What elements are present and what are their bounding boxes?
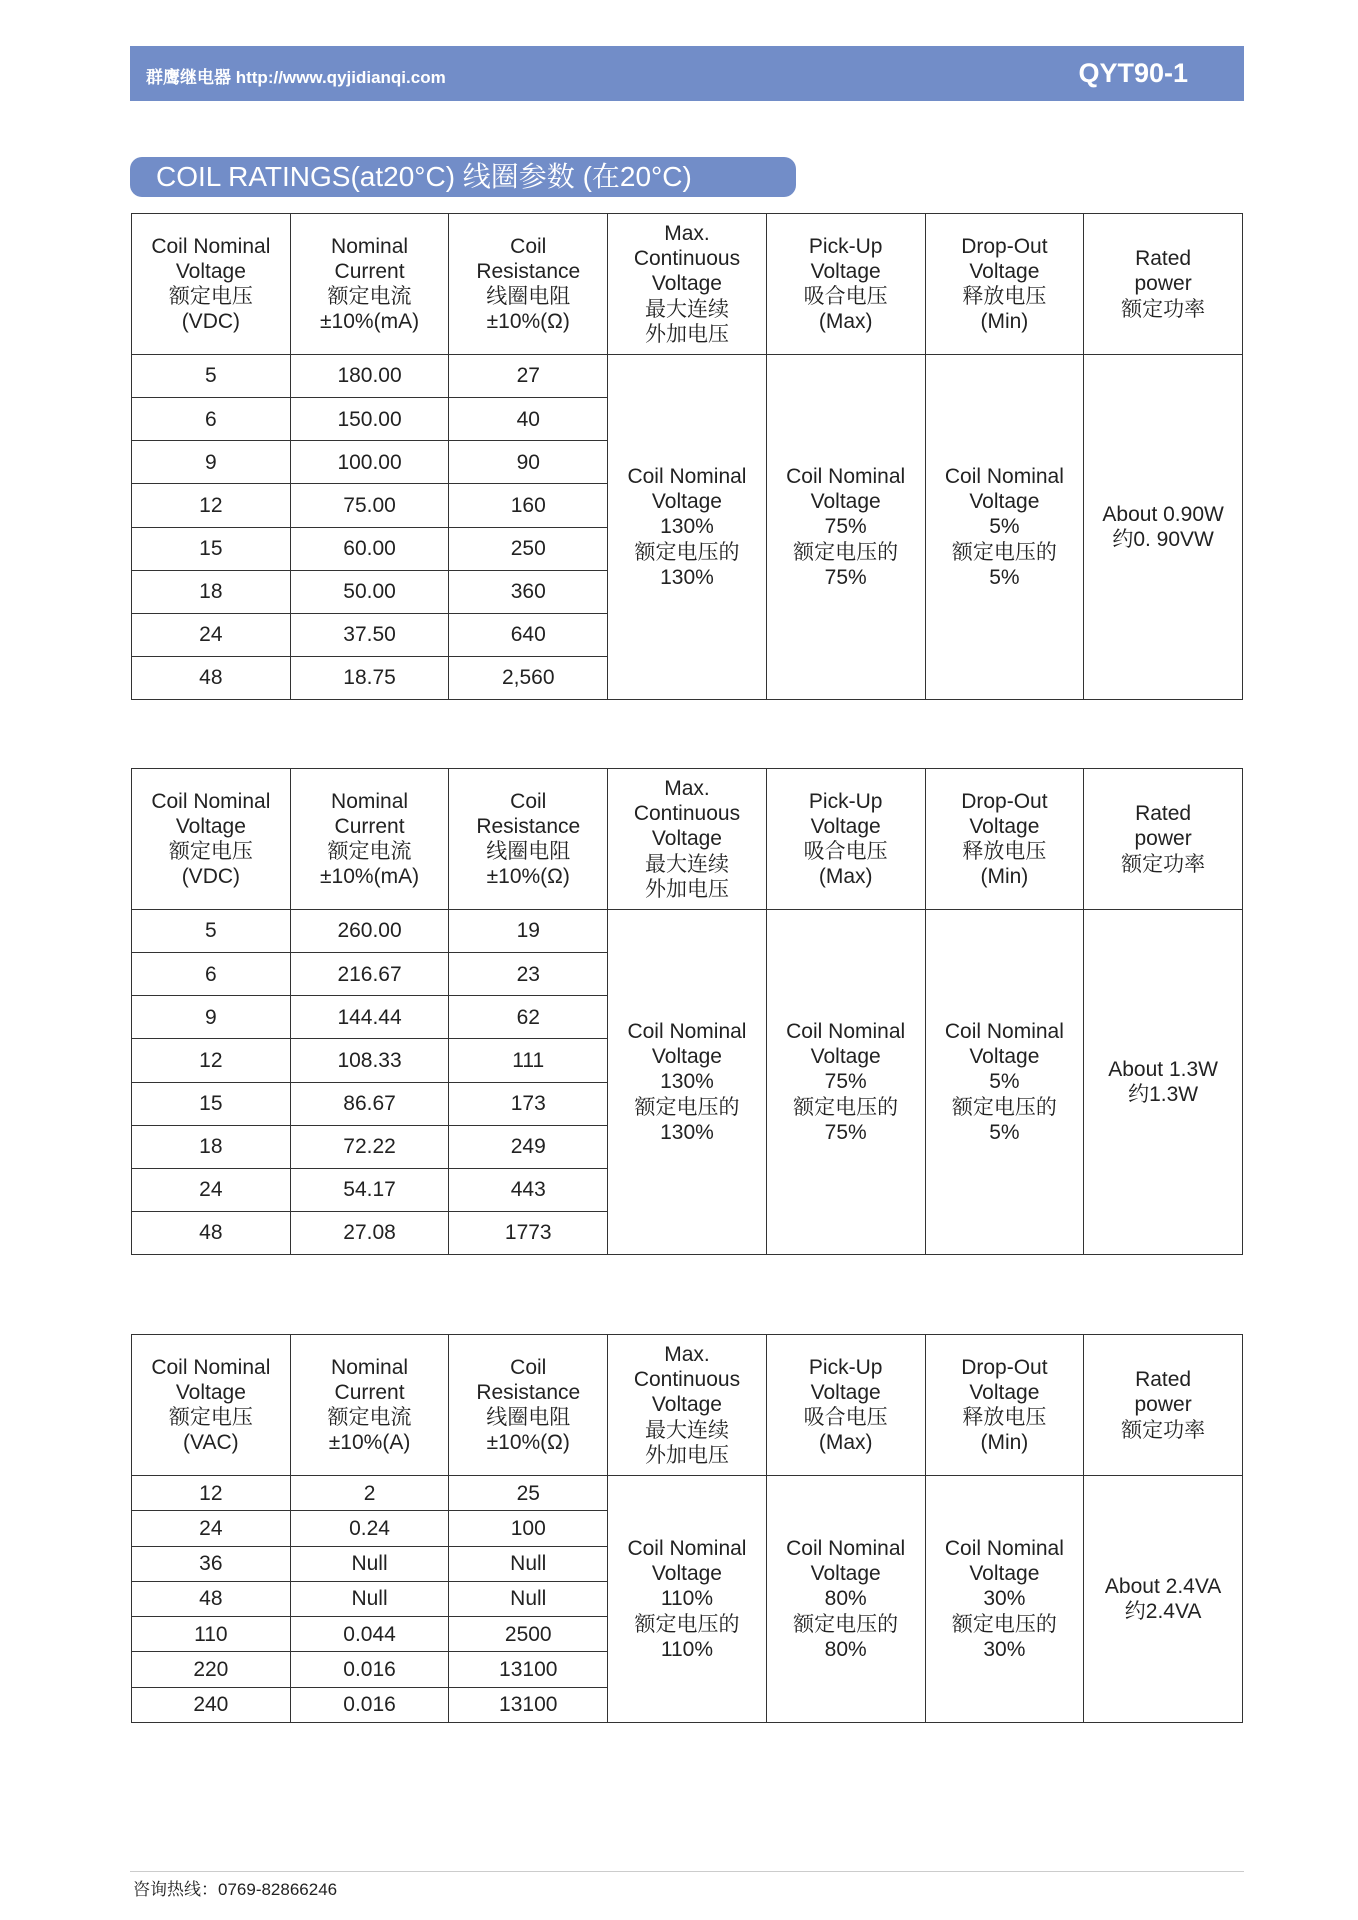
table-cell: 9 xyxy=(132,996,291,1039)
table-cell: 36 xyxy=(132,1546,291,1581)
table-cell: 24 xyxy=(132,613,291,656)
table-cell: 24 xyxy=(132,1168,291,1211)
coil-ratings-table-dc-2 xyxy=(131,768,1243,1255)
column-header: Pick-Up Voltage 吸合电压 (Max) xyxy=(766,1335,925,1476)
column-header: Max. Continuous Voltage 最大连续 外加电压 xyxy=(608,1335,767,1476)
table-cell: 12 xyxy=(132,484,291,527)
column-header: Coil Resistance 线圈电阻 ±10%(Ω) xyxy=(449,1335,608,1476)
column-header: Nominal Current 额定电流 ±10%(A) xyxy=(290,1335,449,1476)
column-header: Nominal Current 额定电流 ±10%(mA) xyxy=(290,214,449,355)
section-title: COIL RATINGS(at20°C) 线圈参数 (在20°C) xyxy=(130,157,796,197)
merged-cell: Coil Nominal Voltage 75% 额定电压的 75% xyxy=(766,910,925,1255)
table-cell: 220 xyxy=(132,1652,291,1687)
table-cell: 180.00 xyxy=(290,355,449,398)
table-cell: 18 xyxy=(132,1125,291,1168)
column-header: Drop-Out Voltage 释放电压 (Min) xyxy=(925,1335,1084,1476)
table-cell: 18.75 xyxy=(290,656,449,699)
table-cell: 0.016 xyxy=(290,1687,449,1722)
table-cell: 13100 xyxy=(449,1687,608,1722)
table-cell: 443 xyxy=(449,1168,608,1211)
column-header: Coil Nominal Voltage 额定电压 (VDC) xyxy=(132,214,291,355)
merged-cell: Coil Nominal Voltage 110% 额定电压的 110% xyxy=(608,1476,767,1723)
table-cell: 40 xyxy=(449,398,608,441)
table-cell: 62 xyxy=(449,996,608,1039)
column-header: Pick-Up Voltage 吸合电压 (Max) xyxy=(766,214,925,355)
table-cell: 90 xyxy=(449,441,608,484)
table-cell: 48 xyxy=(132,1581,291,1616)
table-cell: 60.00 xyxy=(290,527,449,570)
table-cell: Null xyxy=(290,1546,449,1581)
table-cell: 75.00 xyxy=(290,484,449,527)
table-cell: 37.50 xyxy=(290,613,449,656)
table-row xyxy=(132,1476,1243,1511)
table-cell: 216.67 xyxy=(290,953,449,996)
merged-cell: About 2.4VA 约2.4VA xyxy=(1084,1476,1243,1723)
table-cell: 54.17 xyxy=(290,1168,449,1211)
table-cell: 86.67 xyxy=(290,1082,449,1125)
column-header: Rated power 额定功率 xyxy=(1084,214,1243,355)
table-cell: 360 xyxy=(449,570,608,613)
table-cell: Null xyxy=(449,1546,608,1581)
table-cell: 15 xyxy=(132,1082,291,1125)
model-number: QYT90-1 xyxy=(1078,58,1188,88)
merged-cell: About 1.3W 约1.3W xyxy=(1084,910,1243,1255)
merged-cell: Coil Nominal Voltage 75% 额定电压的 75% xyxy=(766,355,925,700)
merged-cell: Coil Nominal Voltage 130% 额定电压的 130% xyxy=(608,355,767,700)
table-cell: 23 xyxy=(449,953,608,996)
footer-divider xyxy=(130,1871,1244,1872)
table-cell: Null xyxy=(290,1581,449,1616)
table-cell: 25 xyxy=(449,1476,608,1511)
table-cell: 240 xyxy=(132,1687,291,1722)
table-cell: 0.044 xyxy=(290,1617,449,1652)
merged-cell: Coil Nominal Voltage 30% 额定电压的 30% xyxy=(925,1476,1084,1723)
table-cell: 50.00 xyxy=(290,570,449,613)
table-cell: 173 xyxy=(449,1082,608,1125)
column-header: Coil Resistance 线圈电阻 ±10%(Ω) xyxy=(449,214,608,355)
brand-url: 群鹰继电器 http://www.qyjidianqi.com xyxy=(146,68,446,87)
table-cell: 2 xyxy=(290,1476,449,1511)
table-cell: 12 xyxy=(132,1476,291,1511)
table-cell: 100 xyxy=(449,1511,608,1546)
table-cell: 5 xyxy=(132,910,291,953)
header-row xyxy=(132,214,1243,355)
column-header: Coil Nominal Voltage 额定电压 (VAC) xyxy=(132,1335,291,1476)
column-header: Drop-Out Voltage 释放电压 (Min) xyxy=(925,214,1084,355)
table-cell: 12 xyxy=(132,1039,291,1082)
table-cell: 6 xyxy=(132,953,291,996)
table-cell: 108.33 xyxy=(290,1039,449,1082)
table-cell: 0.24 xyxy=(290,1511,449,1546)
column-header: Rated power 额定功率 xyxy=(1084,769,1243,910)
merged-cell: Coil Nominal Voltage 130% 额定电压的 130% xyxy=(608,910,767,1255)
table-cell: 1773 xyxy=(449,1211,608,1254)
table-cell: 6 xyxy=(132,398,291,441)
table-row xyxy=(132,355,1243,398)
merged-cell: Coil Nominal Voltage 80% 额定电压的 80% xyxy=(766,1476,925,1723)
coil-ratings-table-ac xyxy=(131,1334,1243,1723)
column-header: Drop-Out Voltage 释放电压 (Min) xyxy=(925,769,1084,910)
table-cell: 640 xyxy=(449,613,608,656)
column-header: Pick-Up Voltage 吸合电压 (Max) xyxy=(766,769,925,910)
table-cell: 19 xyxy=(449,910,608,953)
header-row xyxy=(132,769,1243,910)
table-cell: 0.016 xyxy=(290,1652,449,1687)
hotline: 咨询热线：0769-82866246 xyxy=(133,1880,338,1899)
column-header: Coil Resistance 线圈电阻 ±10%(Ω) xyxy=(449,769,608,910)
table-cell: Null xyxy=(449,1581,608,1616)
table-cell: 144.44 xyxy=(290,996,449,1039)
table-cell: 249 xyxy=(449,1125,608,1168)
merged-cell: About 0.90W 约0. 90VW xyxy=(1084,355,1243,700)
table-cell: 18 xyxy=(132,570,291,613)
column-header: Coil Nominal Voltage 额定电压 (VDC) xyxy=(132,769,291,910)
table-cell: 24 xyxy=(132,1511,291,1546)
table-cell: 2500 xyxy=(449,1617,608,1652)
column-header: Nominal Current 额定电流 ±10%(mA) xyxy=(290,769,449,910)
table-cell: 160 xyxy=(449,484,608,527)
table-cell: 27 xyxy=(449,355,608,398)
table-cell: 15 xyxy=(132,527,291,570)
column-header: Rated power 额定功率 xyxy=(1084,1335,1243,1476)
table-cell: 250 xyxy=(449,527,608,570)
header-row xyxy=(132,1335,1243,1476)
column-header: Max. Continuous Voltage 最大连续 外加电压 xyxy=(608,769,767,910)
merged-cell: Coil Nominal Voltage 5% 额定电压的 5% xyxy=(925,355,1084,700)
table-cell: 9 xyxy=(132,441,291,484)
table-cell: 72.22 xyxy=(290,1125,449,1168)
table-cell: 2,560 xyxy=(449,656,608,699)
table-cell: 110 xyxy=(132,1617,291,1652)
table-cell: 48 xyxy=(132,1211,291,1254)
header-bar xyxy=(130,46,1244,101)
coil-ratings-table-dc-1 xyxy=(131,213,1243,700)
table-cell: 150.00 xyxy=(290,398,449,441)
table-cell: 27.08 xyxy=(290,1211,449,1254)
table-cell: 100.00 xyxy=(290,441,449,484)
merged-cell: Coil Nominal Voltage 5% 额定电压的 5% xyxy=(925,910,1084,1255)
table-cell: 5 xyxy=(132,355,291,398)
table-cell: 260.00 xyxy=(290,910,449,953)
table-cell: 111 xyxy=(449,1039,608,1082)
table-cell: 13100 xyxy=(449,1652,608,1687)
table-row xyxy=(132,910,1243,953)
column-header: Max. Continuous Voltage 最大连续 外加电压 xyxy=(608,214,767,355)
table-cell: 48 xyxy=(132,656,291,699)
